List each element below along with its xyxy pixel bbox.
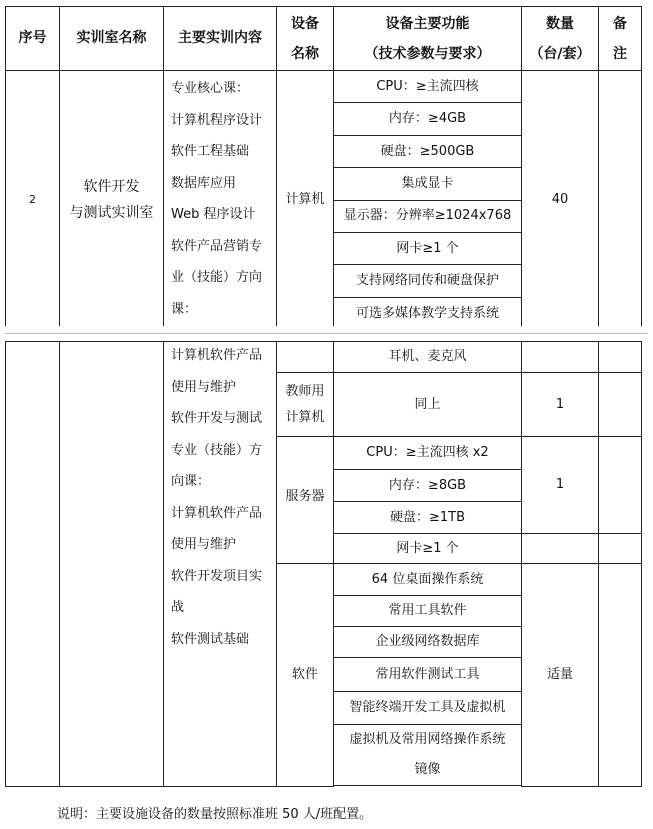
header-device-name [277, 7, 334, 71]
function-cell: 网卡≥1 个 [334, 534, 522, 564]
header-function-line2: （技术参数与要求） [364, 45, 491, 62]
function-cell: 企业级网络数据库 [334, 627, 522, 658]
quantity-cell: 适量 [522, 564, 599, 787]
room-name-line2: 与测试实训室 [69, 205, 154, 221]
function-cell: 常用软件测试工具 [334, 658, 522, 692]
device-name-teacher-computer [277, 373, 334, 437]
note-cell [599, 564, 642, 787]
content-line: 专业（技能）方 [171, 442, 263, 458]
function-cell [334, 725, 522, 786]
content-line: 向课： [171, 474, 211, 489]
header-device-line2: 名称 [291, 45, 319, 62]
function-cell: 同上 [334, 373, 522, 437]
room-name [60, 71, 164, 330]
function-cell: 耳机、麦克风 [334, 342, 522, 373]
function-cell: 可选多媒体教学支持系统 [334, 297, 522, 329]
header-note-line2: 注 [613, 45, 627, 62]
row-number-continued [6, 342, 60, 787]
device-name-line1: 教师用 [285, 383, 325, 399]
header-device-line1: 设备 [291, 15, 319, 32]
content-line: 业（技能）方向 [171, 270, 263, 285]
content-line: 软件开发项目实 [171, 568, 263, 584]
room-name-line1: 软件开发 [83, 179, 140, 195]
device-name-empty [277, 342, 334, 373]
function-cell: 内存：≥4GB [334, 103, 522, 135]
quantity-cell: 1 [522, 373, 599, 437]
function-cell: 内存：≥8GB [334, 470, 522, 502]
header-note-line1: 备 [613, 15, 627, 32]
header-content: 主要实训内容 [164, 7, 277, 71]
content-line: 专业核心课： [171, 81, 250, 96]
content-line: 计算机软件产品 [171, 505, 263, 521]
content-line: 计算机程序设计 [171, 112, 263, 128]
device-name-software: 软件 [277, 564, 334, 787]
header-quantity-line1: 数量 [546, 15, 574, 32]
function-cell: 显示器：分辨率≥1024x768 [334, 200, 522, 232]
header-note [599, 7, 642, 71]
table-row [6, 71, 642, 103]
content-line: 软件开发与测试 [171, 411, 263, 426]
room-name-continued [60, 342, 164, 787]
header-quantity-line2: （台/套） [529, 45, 591, 62]
note-cell [599, 373, 642, 437]
content-line: 计算机软件产品 [171, 348, 263, 363]
training-content [164, 342, 277, 787]
function-cell: 集成显卡 [334, 168, 522, 200]
note-cell [599, 342, 642, 373]
content-line: 课： [171, 301, 198, 317]
equipment-table-part1 [5, 6, 642, 330]
quantity-cell [522, 342, 599, 373]
page-break-divider [5, 333, 648, 334]
header-row [6, 7, 642, 71]
content-line: Web 程序设计 [171, 207, 256, 222]
function-cell: 网卡≥1 个 [334, 232, 522, 264]
header-function [334, 7, 522, 71]
function-line2: 镜像 [414, 762, 441, 777]
content-line: 数据库应用 [171, 175, 237, 191]
note-cell [599, 71, 642, 330]
table-note: 说明：主要设施设备的数量按照标准班 50 人/班配置。 [57, 807, 373, 822]
device-name-server: 服务器 [277, 437, 334, 564]
function-cell: CPU：≥主流四核 [334, 71, 522, 103]
function-cell: 智能终端开发工具及虚拟机 [334, 692, 522, 725]
header-no: 序号 [6, 7, 60, 71]
function-cell: 硬盘：≥1TB [334, 502, 522, 534]
equipment-table-part2 [5, 341, 642, 787]
quantity-cell: 40 [522, 71, 599, 330]
header-function-line1: 设备主要功能 [385, 15, 470, 32]
content-line: 软件工程基础 [171, 144, 250, 159]
function-cell: 支持网络同传和硬盘保护 [334, 265, 522, 297]
function-cell: 64 位桌面操作系统 [334, 564, 522, 596]
content-line: 软件测试基础 [171, 631, 250, 647]
header-room-name: 实训室名称 [60, 7, 164, 71]
device-name-line2: 计算机 [285, 409, 325, 425]
table-row [6, 342, 642, 373]
note-cell [599, 437, 642, 534]
function-cell: 硬盘：≥500GB [334, 135, 522, 167]
quantity-cell [522, 534, 599, 564]
function-line1: 虚拟机及常用网络操作系统 [349, 732, 506, 747]
quantity-cell: 1 [522, 437, 599, 534]
content-line: 使用与维护 [171, 537, 237, 552]
header-quantity [522, 7, 599, 71]
function-cell: CPU：≥主流四核 x2 [334, 437, 522, 470]
training-content [164, 71, 277, 330]
note-cell [599, 534, 642, 564]
function-cell: 常用工具软件 [334, 596, 522, 627]
row-number: 2 [6, 71, 60, 330]
spacer-cell [334, 786, 522, 787]
content-line: 软件产品营销专 [171, 238, 263, 254]
device-name-computer: 计算机 [277, 71, 334, 330]
content-line: 使用与维护 [171, 379, 237, 395]
content-line: 战 [171, 600, 185, 615]
